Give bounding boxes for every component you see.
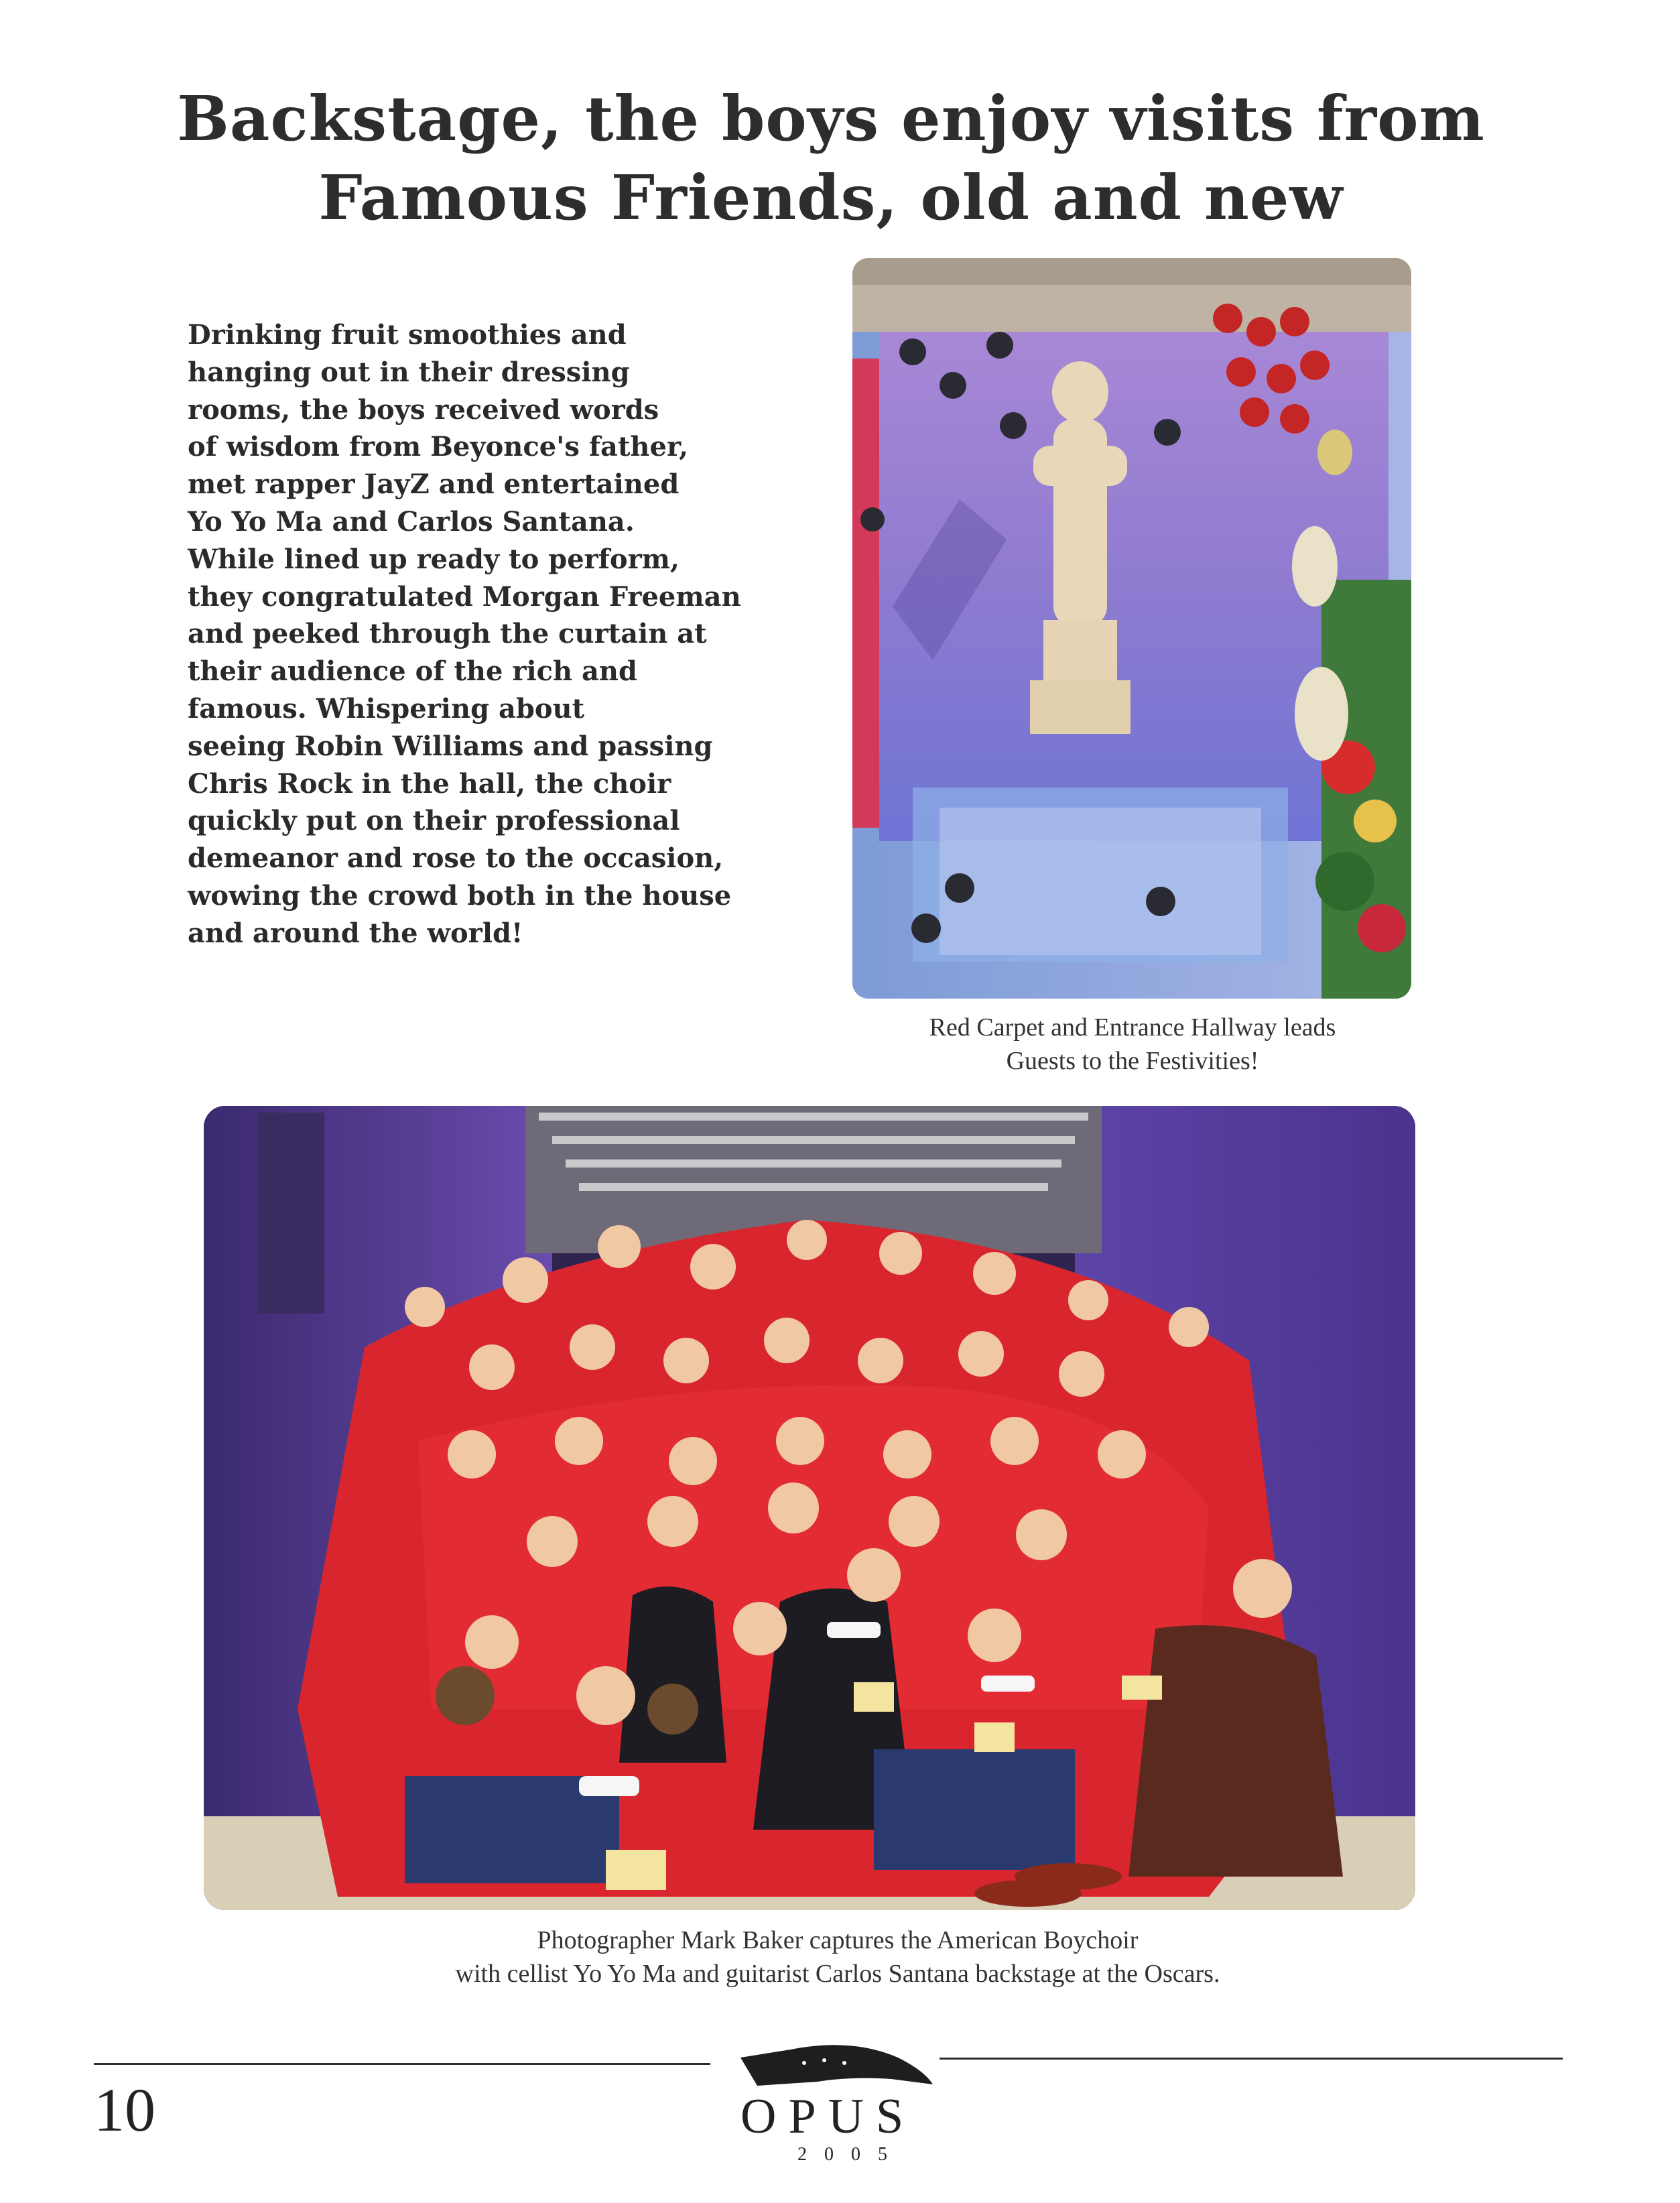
red-carpet-caption <box>824 1011 1441 1078</box>
article-line: While lined up ready to perform, <box>188 543 680 575</box>
article-line: wowing the crowd both in the house <box>188 879 732 911</box>
page-number: 10 <box>94 2076 155 2144</box>
footer-rule-left <box>94 2063 710 2065</box>
article-line: Yo Yo Ma and Carlos Santana. <box>188 505 635 538</box>
page-heading <box>168 79 1494 237</box>
opus-wordmark: OPUS <box>740 2089 916 2144</box>
article-line: they congratulated Morgan Freeman <box>188 580 741 613</box>
article-line: and around the world! <box>188 917 523 949</box>
heading-line-1: Backstage, the boys enjoy visits from <box>177 82 1485 155</box>
caption-line: Guests to the Festivities! <box>1006 1047 1259 1075</box>
article-line: quickly put on their professional <box>188 805 680 837</box>
choir-group-photo <box>204 1106 1415 1910</box>
opus-year: 2005 <box>797 2144 905 2165</box>
choir-photo-caption <box>281 1924 1394 1991</box>
article-line: Drinking fruit smoothies and <box>188 319 627 351</box>
article-line: rooms, the boys received words <box>188 393 659 426</box>
article-line: their audience of the rich and <box>188 655 637 688</box>
article-line: of wisdom from Beyonce's father, <box>188 431 689 463</box>
caption-line: Photographer Mark Baker captures the American Boychoir <box>537 1926 1139 1954</box>
red-carpet-photo <box>852 258 1411 999</box>
article-body <box>188 316 741 952</box>
article-line: demeanor and rose to the occasion, <box>188 842 724 875</box>
caption-line: Red Carpet and Entrance Hallway leads <box>929 1013 1336 1042</box>
article-line: and peeked through the curtain at <box>188 618 707 650</box>
article-line: met rapper JayZ and entertained <box>188 468 680 501</box>
caption-line: with cellist Yo Yo Ma and guitarist Carlos Santana backstage at the Oscars. <box>455 1960 1220 1988</box>
article-line: Chris Rock in the hall, the choir <box>188 767 671 800</box>
article-line: hanging out in their dressing <box>188 356 630 388</box>
footer-rule-right <box>940 2058 1563 2060</box>
article-line: seeing Robin Williams and passing <box>188 730 713 762</box>
heading-line-2: Famous Friends, old and new <box>318 162 1344 234</box>
article-line: famous. Whispering about <box>188 692 585 725</box>
